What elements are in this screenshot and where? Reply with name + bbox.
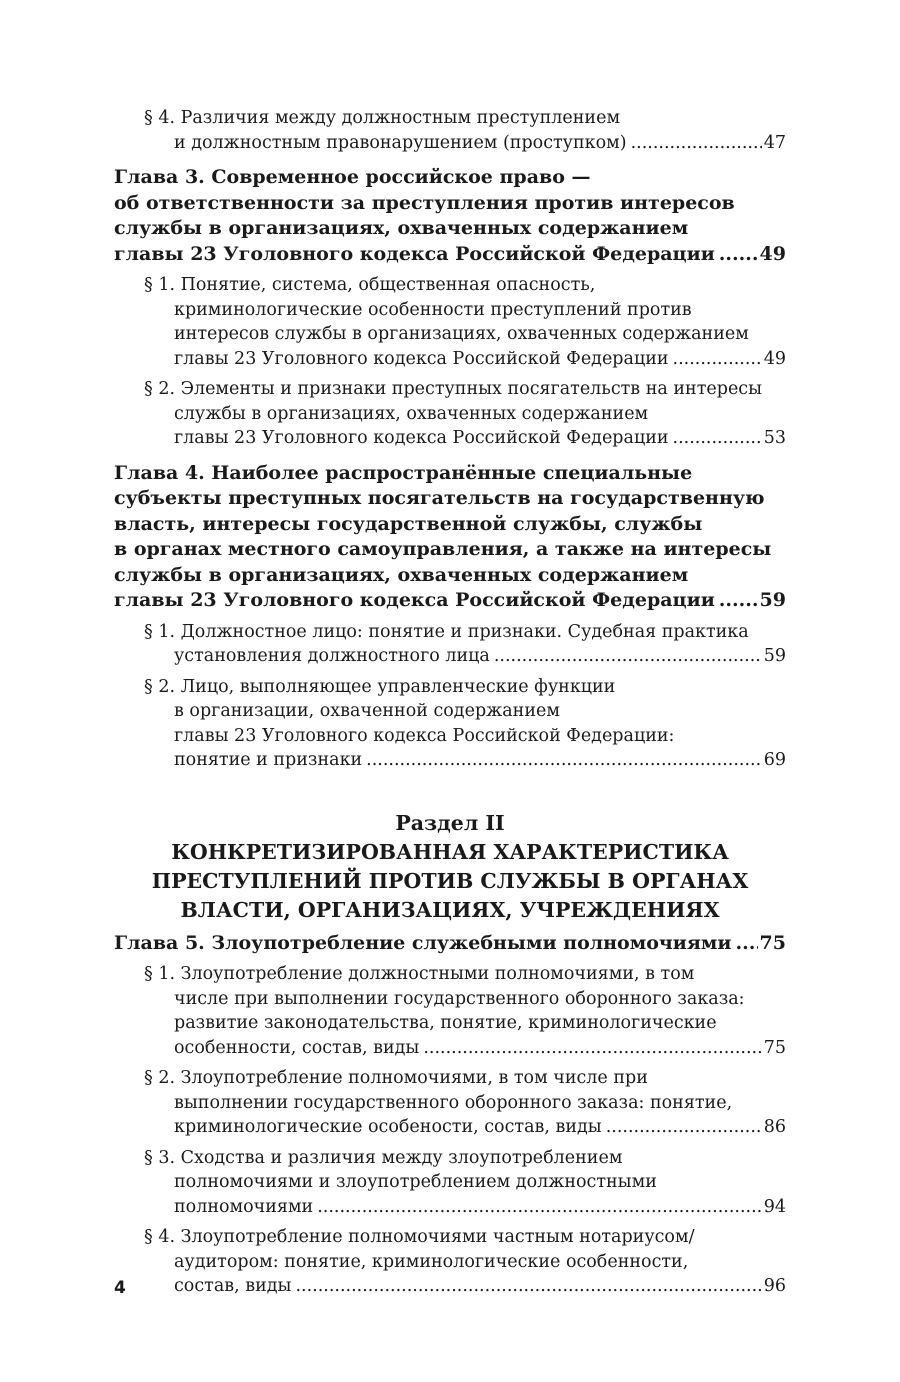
toc-section-entry [114, 377, 786, 451]
toc-entry-text: установления должностного лица [174, 646, 490, 666]
toc-entry-text: и должностным правонарушением (проступком) [174, 132, 627, 153]
toc-chapter-entry [114, 931, 786, 957]
toc-entry-text: Глава 5. Злоупотребление служебными полномочиями [114, 931, 732, 954]
toc-page-number: 49 [763, 348, 786, 369]
part-title-line: ПРЕСТУПЛЕНИЙ ПРОТИВ СЛУЖБЫ В ОРГАНАХ [151, 868, 749, 893]
toc-entry-line: развитие законодательства, понятие, криминологические [174, 1013, 717, 1033]
toc-page-number: 69 [763, 750, 786, 770]
toc-page-number: 59 [759, 589, 786, 611]
toc-entry-leader-line [114, 588, 786, 614]
toc-section-entry [114, 1146, 786, 1220]
toc-entry-line: службы в организациях, охваченных содержанием [174, 403, 649, 424]
toc-entry-line: службы в организациях, охваченных содержанием [114, 217, 689, 239]
toc-entry-line: в органах местного самоуправления, а также на интересы [114, 538, 772, 560]
dot-leader [295, 1274, 761, 1299]
toc-entry-leader-line [114, 242, 786, 268]
toc-entry-leader-line [144, 426, 786, 451]
dot-leader [719, 242, 758, 268]
toc-page-number: 53 [763, 428, 786, 448]
toc-entry-text: главы 23 Уголовного кодекса Российской Федерации [174, 348, 669, 369]
toc-entry-line: полномочиями и злоупотреблением должностными [174, 1172, 657, 1192]
toc-section-entry [114, 1225, 786, 1299]
toc-entry-text: главы 23 Уголовного кодекса Российской Федерации [174, 428, 669, 448]
toc-page-number: 96 [763, 1276, 786, 1296]
toc-entry-line: субъекты преступных посягательств на государственную [114, 487, 765, 509]
dot-leader [494, 644, 762, 669]
toc-entry-line: § 4. Различия между должностным преступлением [144, 108, 621, 128]
toc-page-number: 47 [763, 132, 786, 153]
toc-entry-text: полномочиями [174, 1196, 314, 1217]
toc-entry-line: выполнении государственного оборонного заказа: понятие, [174, 1092, 733, 1113]
toc-entry-leader-line [144, 644, 786, 669]
toc-page-number: 94 [763, 1196, 786, 1217]
toc-entry-leader-line [144, 1195, 786, 1220]
toc-entry-line: § 1. Понятие, система, общественная опасность, [144, 275, 596, 295]
toc-entry-leader-line [144, 1115, 786, 1140]
toc-page-number: 75 [759, 931, 786, 954]
toc-entry-line: власть, интересы государственной службы, службы [114, 512, 703, 535]
toc-entry-text: криминологические особености, состав, виды [174, 1117, 602, 1137]
toc-section-entry [114, 962, 786, 1060]
toc-section-entry [114, 273, 786, 371]
dot-leader [317, 1195, 762, 1220]
toc-entry-text: состав, виды [174, 1276, 292, 1296]
toc-page-number: 59 [763, 646, 786, 666]
toc-chapter-entry [114, 461, 786, 614]
toc-entry-leader-line [144, 347, 786, 372]
part-heading [114, 809, 786, 925]
toc-entry-line: § 2. Лицо, выполняющее управленческие функции [144, 676, 616, 697]
toc-entry-line: в организации, охваченной содержанием [174, 701, 560, 721]
toc-entry-line: § 2. Злоупотребление полномочиями, в том числе при [144, 1068, 648, 1088]
toc-section-entry [114, 106, 786, 155]
toc-entry-line: § 2. Элементы и признаки преступных посягательств на интересы [144, 379, 763, 399]
toc-entry-line: криминологические особенности преступлений против [174, 299, 692, 320]
dot-leader [673, 347, 762, 372]
toc-entry-line: Глава 3. Современное российское право — [114, 166, 591, 188]
dot-leader [366, 748, 762, 773]
toc-entry-line: главы 23 Уголовного кодекса Российской Федерации: [174, 725, 675, 746]
toc-entry-leader-line [144, 131, 786, 156]
dot-leader [423, 1036, 761, 1061]
toc-entry-line: аудитором: понятие, криминологические особенности, [174, 1251, 689, 1272]
dot-leader [719, 588, 758, 614]
toc-entry-line: интересов службы в организациях, охваченных содержанием [174, 324, 749, 344]
dot-leader [631, 131, 762, 156]
toc-entry-text: главы 23 Уголовного кодекса Российской Федерации [114, 242, 715, 265]
toc-block-part-two [114, 931, 786, 1299]
toc-entry-leader-line [144, 1274, 786, 1299]
table-of-contents [114, 100, 786, 1299]
part-title-line: КОНКРЕТИЗИРОВАННАЯ ХАРАКТЕРИСТИКА [171, 839, 729, 864]
toc-page-number: 86 [763, 1117, 786, 1137]
toc-page-number: 75 [763, 1037, 786, 1058]
toc-entry-line: службы в организациях, охваченных содержанием [114, 563, 689, 586]
part-title-line: ВЛАСТИ, ОРГАНИЗАЦИЯХ, УЧРЕЖДЕНИЯХ [180, 897, 720, 922]
toc-entry-text: понятие и признаки [174, 750, 363, 770]
toc-entry-text: главы 23 Уголовного кодекса Российской Федерации [114, 589, 715, 611]
dot-leader [673, 426, 762, 451]
toc-entry-line: § 4. Злоупотребление полномочиями частным нотариусом/ [144, 1227, 695, 1247]
toc-chapter-entry [114, 165, 786, 267]
toc-entry-line: § 3. Сходства и различия между злоупотреблением [144, 1147, 623, 1168]
toc-entry-line: § 1. Злоупотребление должностными полномочиями, в том [144, 964, 695, 984]
toc-entry-line: числе при выполнении государственного оборонного заказа: [174, 988, 745, 1009]
toc-entry-text: особенности, состав, виды [174, 1037, 420, 1058]
toc-entry-line: Глава 4. Наиболее распространённые специальные [114, 461, 693, 484]
toc-entry-leader-line [114, 931, 786, 957]
toc-block-part-one [114, 106, 786, 773]
toc-section-entry [114, 1066, 786, 1140]
toc-page-number: 49 [759, 242, 786, 265]
page-number: 4 [114, 1278, 126, 1298]
dot-leader [606, 1115, 762, 1140]
toc-entry-leader-line [144, 1036, 786, 1061]
toc-entry-line: § 1. Должностное лицо: понятие и признаки. Судебная практика [144, 621, 749, 642]
toc-entry-leader-line [144, 748, 786, 773]
toc-section-entry [114, 675, 786, 773]
dot-leader [736, 931, 758, 957]
toc-section-entry [114, 620, 786, 669]
part-label: Раздел II [395, 810, 505, 835]
toc-entry-line: об ответственности за преступления против интересов [114, 191, 735, 214]
